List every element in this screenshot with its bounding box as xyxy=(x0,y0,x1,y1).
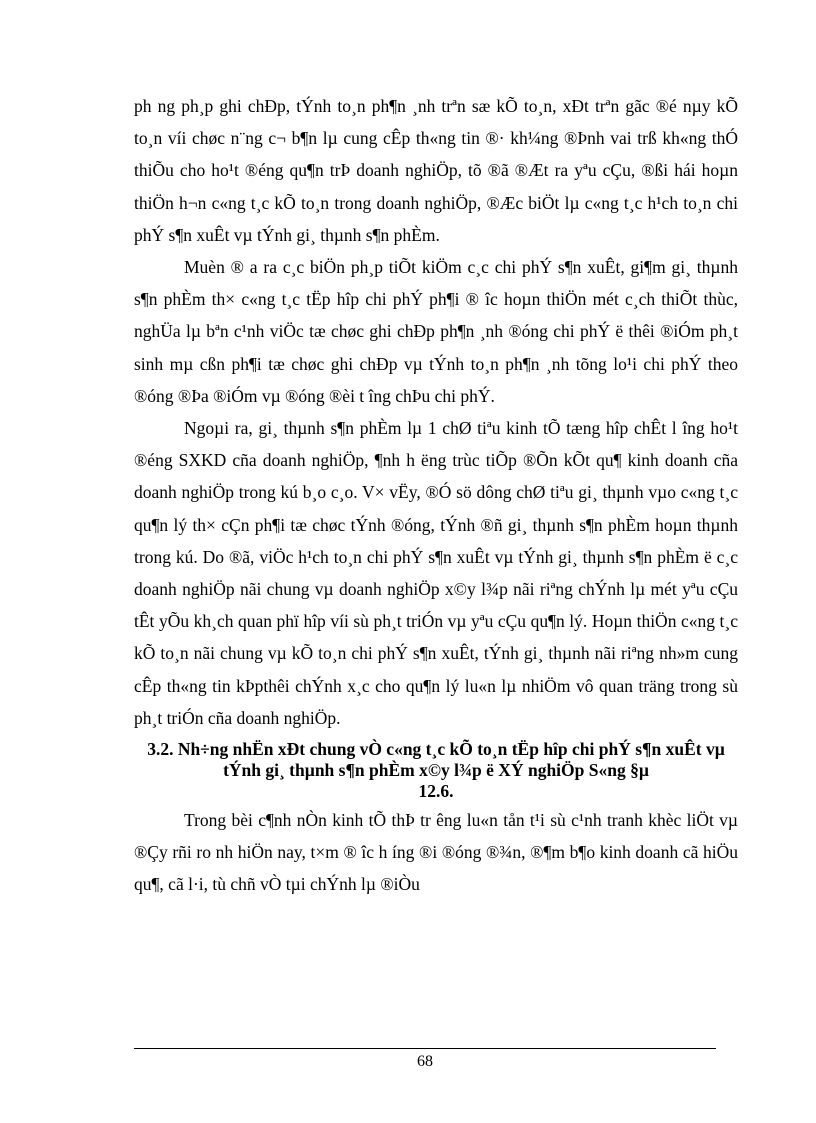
body-text xyxy=(134,90,738,901)
paragraph-2: Muèn ® a ra c¸c biÖn ph¸p tiÕt kiÖm c¸c chi phÝ s¶n xuÊt, gi¶m gi¸ thµnh s¶n phÈm th× c«ng t¸c tËp hîp chi phÝ ph¶i ® îc hoµn thiÖn mét c¸ch thiÕt thùc, nghÜa lµ bªn c¹nh viÖc tæ chøc ghi chÐp ph¶n ¸nh ®óng chi phÝ ë thêi ®iÓm ph¸t sinh mµ cßn ph¶i tæ chøc ghi chÐp vµ tÝnh to¸n ph¶n ¸nh tõng lo¹i chi phÝ theo ®óng ®Þa ®iÓm vµ ®óng ®èi t îng chÞu chi phÝ. xyxy=(134,257,738,406)
section-heading xyxy=(134,739,738,802)
paragraph-4: Trong bèi c¶nh nÒn kinh tÕ thÞ tr êng lu«n tån t¹i sù c¹nh tranh khèc liÖt vµ ®Çy rñi ro nh hiÖn nay, t×m ® îc h íng ®i ®óng ®¾n, ®¶m b¶o kinh doanh cã hiÖu qu¶, cã l·i, tù chñ vÒ tµi chÝnh lµ ®iÒu xyxy=(134,810,738,895)
paragraph-1: ph ng ph¸p ghi chÐp, tÝnh to¸n ph¶n ¸nh trªn sæ kÕ to¸n, xÐt trªn gãc ®é nµy kÕ to¸n víi chøc n¨ng c¬ b¶n lµ cung cÊp th«ng tin ®· kh¼ng ®Þnh vai trß kh«ng thÓ thiÕu cho ho¹t ®éng qu¶n trÞ doanh nghiÖp, tõ ®ã ®Æt ra yªu cÇu, ®ßi hái hoµn thiÖn h¬n c«ng t¸c kÕ to¸n trong doanh nghiÖp, ®Æc biÖt lµ c«ng t¸c h¹ch to¸n chi phÝ s¶n xuÊt vµ tÝnh gi¸ thµnh s¶n phÈm. xyxy=(134,96,738,245)
section-heading-number: 12.6. xyxy=(418,781,454,802)
paragraph-3: Ngoµi ra, gi¸ thµnh s¶n phÈm lµ 1 chØ tiªu kinh tÕ tæng hîp chÊt l îng ho¹t ®éng SXKD cña doanh nghiÖp, ¶nh h ëng trùc tiÕp ®Õn kÕt qu¶ kinh doanh cña doanh nghiÖp trong kú b¸o c¸o. V× vËy, ®Ó sö dông chØ tiªu gi¸ thµnh vµo c«ng t¸c qu¶n lý th× cÇn ph¶i tæ chøc tÝnh ®óng, tÝnh ®ñ gi¸ thµnh s¶n phÈm hoµn thµnh trong kú. Do ®ã, viÖc h¹ch to¸n chi phÝ s¶n xuÊt vµ tÝnh gi¸ thµnh s¶n phÈm ë c¸c doanh nghiÖp nãi chung vµ doanh nghiÖp x©y l¾p nãi riªng chÝnh lµ mét yªu cÇu tÊt yÕu kh¸ch quan phï hîp víi sù ph¸t triÓn vµ yªu cÇu qu¶n lý. Hoµn thiÖn c«ng t¸c kÕ to¸n nãi chung vµ kÕ to¸n chi phÝ s¶n xuÊt, tÝnh gi¸ thµnh nãi riªng nh»m cung cÊp th«ng tin kÞpthêi chÝnh x¸c cho qu¶n lý lu«n lµ nhiÖm vô quan träng trong sù ph¸t triÓn cña doanh nghiÖp. xyxy=(134,418,738,728)
section-heading-text: 3.2. Nh÷ng nhËn xÐt chung vÒ c«ng t¸c kÕ to¸n tËp hîp chi phÝ s¶n xuÊt vµ tÝnh gi¸ thµnh s¶n phÈm x©y l¾p ë XÝ nghiÖp S«ng §µ xyxy=(147,739,725,781)
footer-divider xyxy=(134,1048,716,1049)
page-number: 68 xyxy=(417,1053,433,1070)
